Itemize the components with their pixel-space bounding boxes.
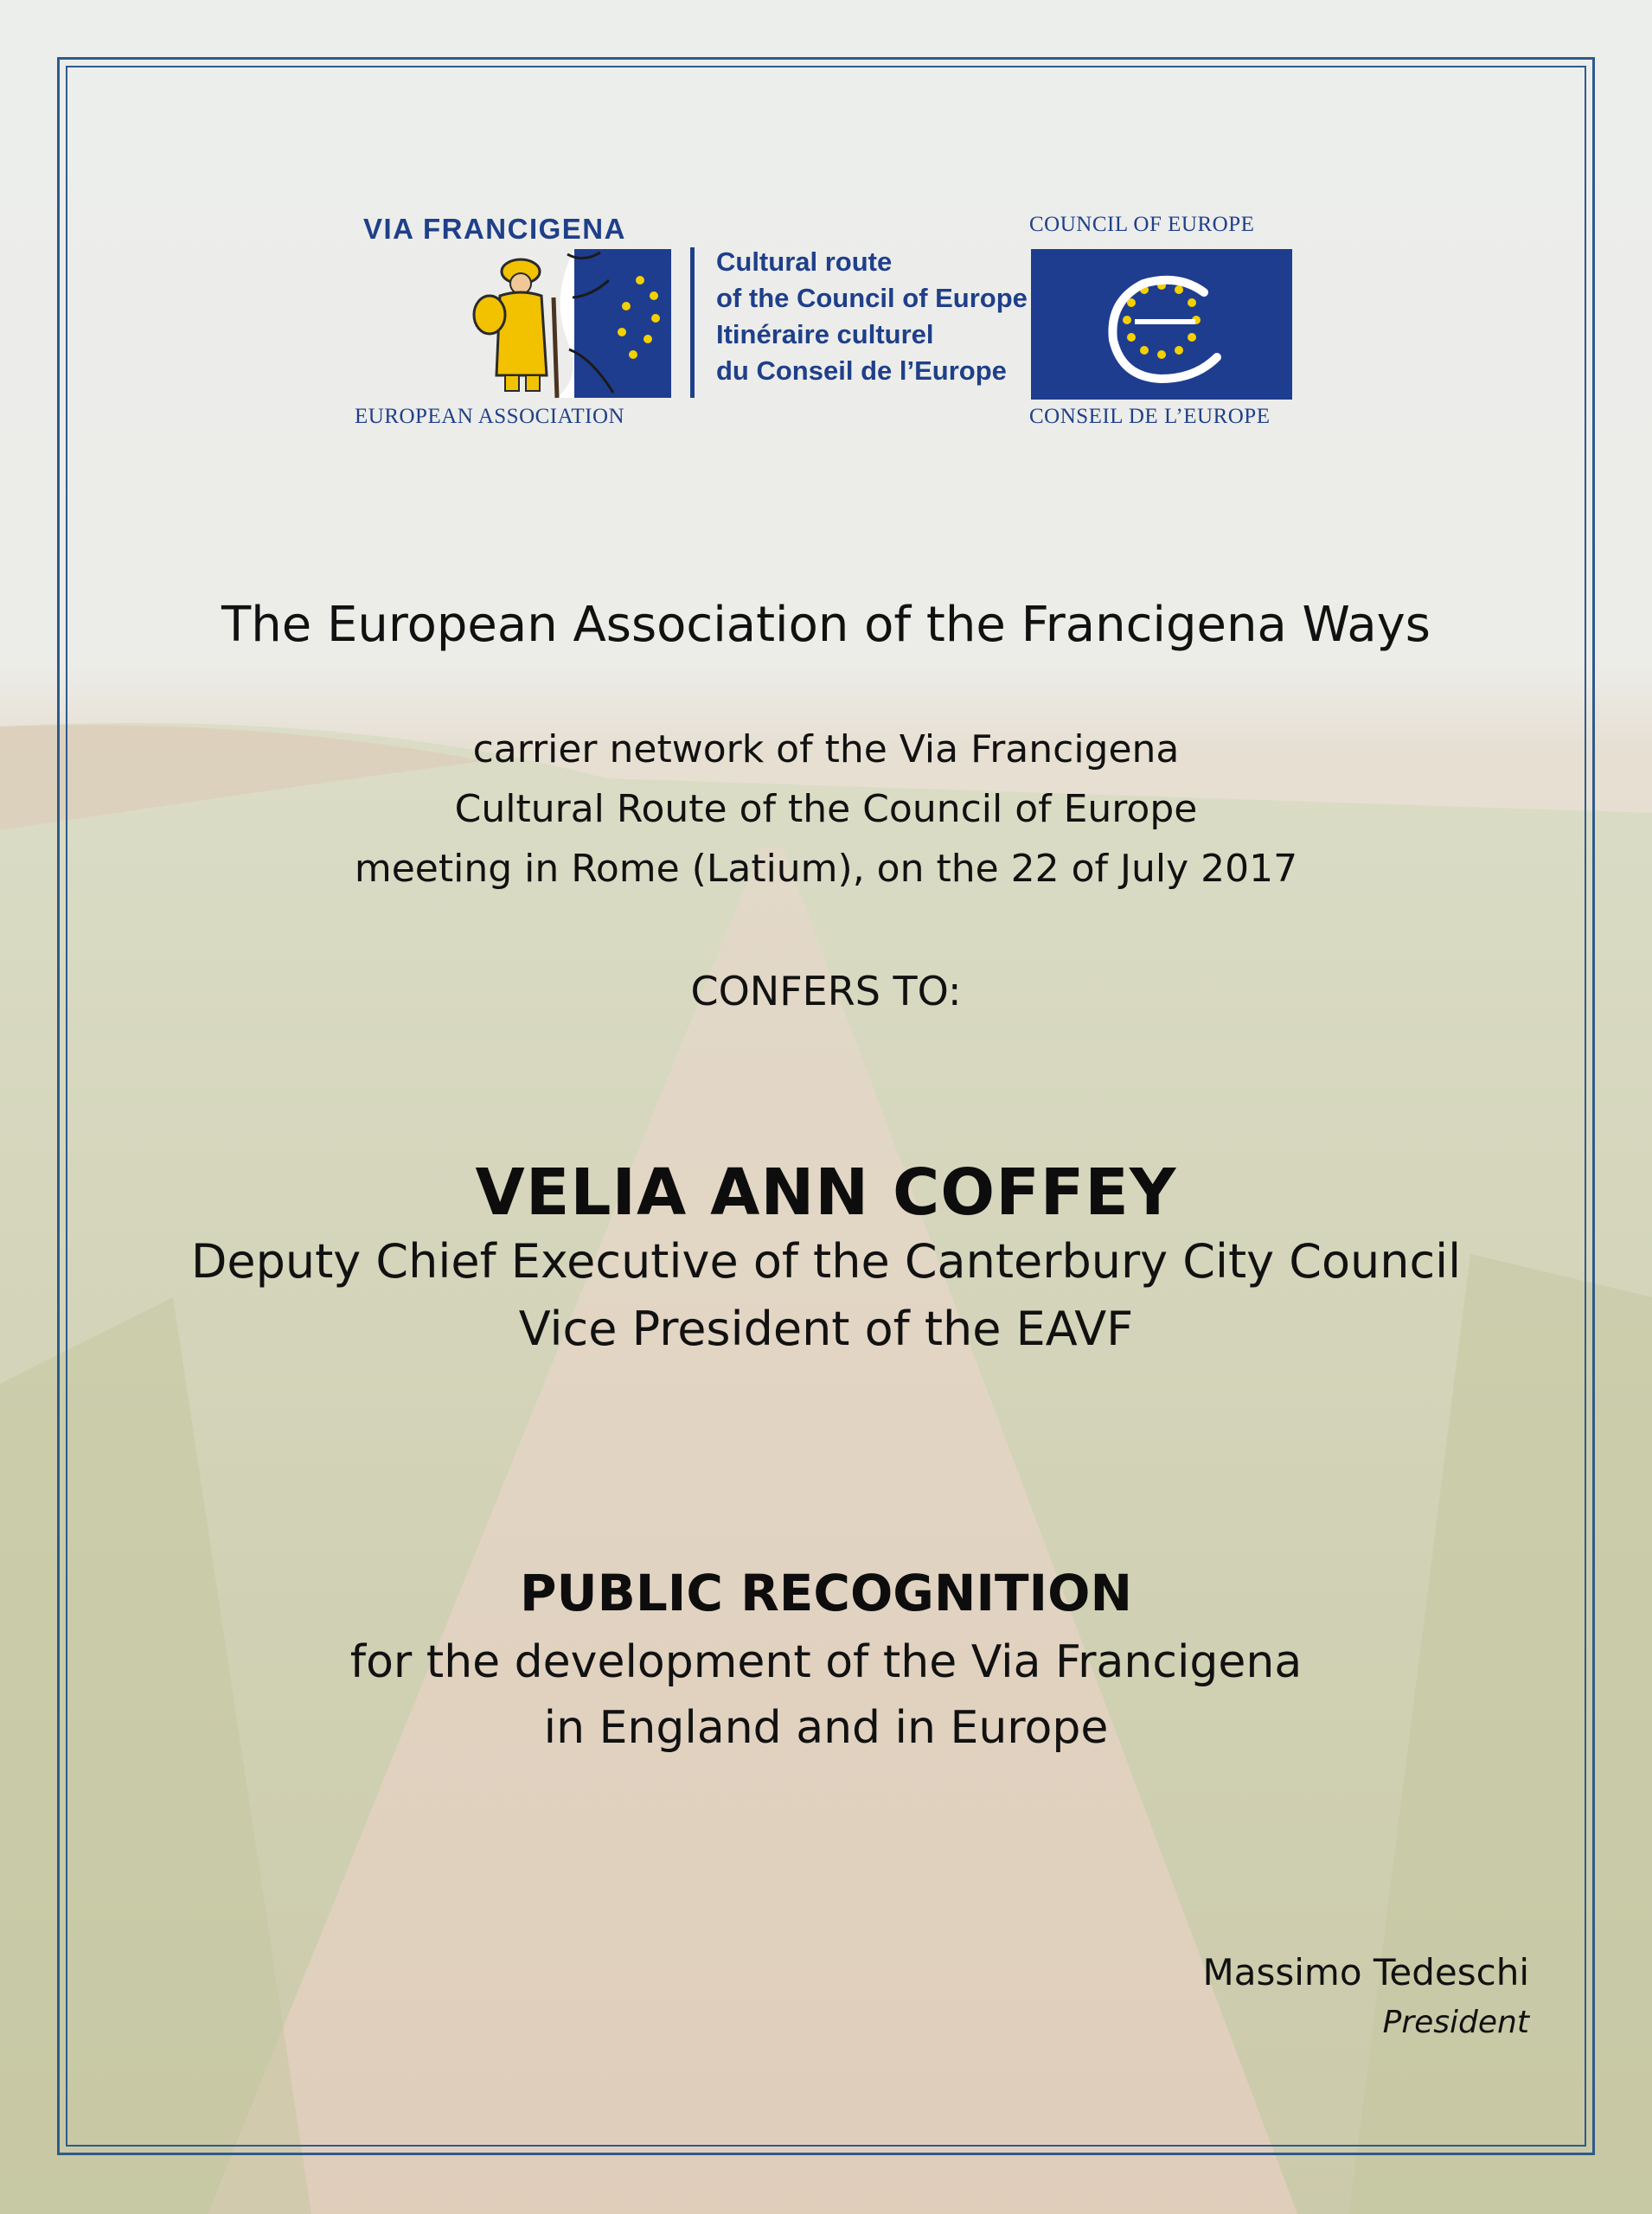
- route-line-2: of the Council of Europe: [716, 283, 1028, 313]
- carrier-network-text: [0, 720, 1652, 899]
- signatory-name: Massimo Tedeschi: [1202, 1951, 1529, 1993]
- recipient-role-2: Vice President of the EAVF: [518, 1302, 1134, 1356]
- route-line-1: Cultural route: [716, 246, 893, 277]
- council-of-europe-flag-icon: [1031, 249, 1292, 400]
- recipient-role-1: Deputy Chief Executive of the Canterbury City Council: [190, 1234, 1462, 1289]
- pilgrim-logo-icon: [471, 246, 675, 401]
- confers-to-label: CONFERS TO:: [690, 968, 962, 1014]
- logo-divider: [690, 247, 695, 398]
- recipient-name: VELIA ANN COFFEY: [475, 1155, 1177, 1230]
- carrier-line-3: meeting in Rome (Latium), on the 22 of July 2017: [354, 847, 1298, 891]
- recognition-line-1: for the development of the Via Francigena: [349, 1636, 1303, 1688]
- via-francigena-title: VIA FRANCIGENA: [363, 213, 626, 245]
- recipient-roles: [0, 1228, 1652, 1363]
- via-francigena-subtitle: EUROPEAN ASSOCIATION: [355, 405, 625, 428]
- route-line-4: du Conseil de l’Europe: [716, 355, 1007, 386]
- logo-header: [355, 208, 1306, 441]
- signatory-title: President: [1382, 2005, 1529, 2040]
- route-line-3: Itinéraire culturel: [716, 319, 934, 349]
- association-title: The European Association of the Francigena Ways: [221, 597, 1431, 653]
- recognition-description: [0, 1629, 1652, 1761]
- carrier-line-1: carrier network of the Via Francigena: [472, 727, 1180, 771]
- council-of-europe-label: COUNCIL OF EUROPE: [1029, 213, 1255, 236]
- cultural-route-text: [716, 244, 1028, 389]
- conseil-de-leurope-label: CONSEIL DE L’EUROPE: [1029, 405, 1271, 428]
- carrier-line-2: Cultural Route of the Council of Europe: [454, 787, 1198, 831]
- recognition-line-2: in England and in Europe: [543, 1702, 1109, 1754]
- recognition-title: PUBLIC RECOGNITION: [520, 1564, 1132, 1622]
